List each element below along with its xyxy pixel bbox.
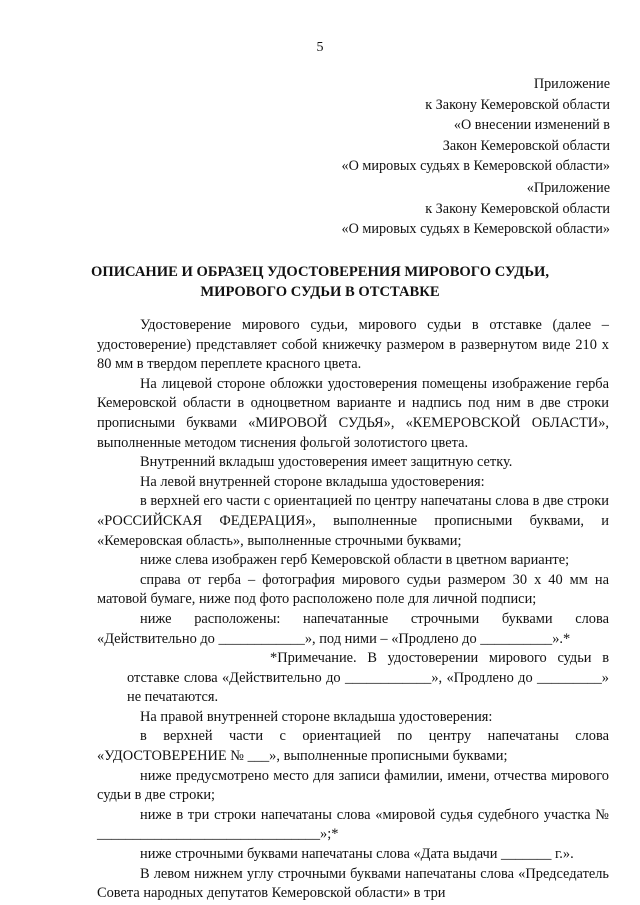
paragraph: ниже предусмотрено место для записи фамилии, имени, отчества мирового судьи в две строки; [97, 767, 609, 804]
paragraph: В левом нижнем углу строчными буквами напечатаны слова «Председатель Совета народных депутатов Кемеровской области» в три [97, 865, 609, 902]
paragraph: ниже слева изображен герб Кемеровской области в цветном варианте; [140, 552, 570, 569]
document-title [40, 262, 600, 302]
paragraph: ниже расположены: напечатанные строчными буквами слова «Действительно до ____________», под ними – «Продлено до __________».* [97, 610, 609, 647]
paragraph: справа от герба – фотография мирового судьи размером 30 х 40 мм на матовой бумаге, ниже под фото расположено поле для личной подписи; [97, 571, 609, 608]
paragraph: На правой внутренней стороне вкладыша удостоверения: [140, 708, 493, 725]
body-text [97, 316, 609, 904]
appendix-line: к Закону Кемеровской области [425, 200, 610, 217]
appendix-block-quoted [342, 178, 610, 240]
page-number: 5 [316, 40, 324, 55]
appendix-line: «Приложение [526, 180, 610, 196]
title-line: МИРОВОГО СУДЬИ В ОТСТАВКЕ [200, 284, 440, 300]
appendix-line: к Закону Кемеровской области [425, 96, 610, 113]
footnote: *Примечание. В удостоверении мирового судьи в отставке слова «Действительно до ____________», «Продлено до _________» не печатаются. [127, 650, 609, 706]
paragraph: На левой внутренней стороне вкладыша удостоверения: [140, 473, 485, 490]
paragraph: Внутренний вкладыш удостоверения имеет защитную сетку. [140, 454, 513, 471]
appendix-line: «О внесении изменений в [453, 117, 610, 134]
appendix-line: «О мировых судьях в Кемеровской области» [341, 158, 610, 175]
paragraph: ниже строчными буквами напечатаны слова «Дата выдачи _______ г.». [140, 846, 574, 863]
paragraph: Удостоверение мирового судьи, мирового судьи в отставке (далее – удостоверение) представляет собой книжечку размером в развернутом виде 210 х 80 мм в твердом переплете красного цвета. [97, 317, 609, 373]
title-line: ОПИСАНИЕ И ОБРАЗЕЦ УДОСТОВЕРЕНИЯ МИРОВОГО СУДЬИ, [91, 264, 549, 280]
appendix-line: Закон Кемеровской области [442, 137, 610, 154]
paragraph: На лицевой стороне обложки удостоверения помещены изображение герба Кемеровской области в одноцветном варианте и надпись под ним в две строки прописными буквами «МИРОВОЙ СУДЬЯ», «КЕМЕРОВСКОЙ ОБЛАСТИ», выполненные методом тиснения фольгой золотистого цвета. [97, 375, 609, 451]
paragraph: в верхней части с ориентацией по центру напечатаны слова «УДОСТОВЕРЕНИЕ № ___», выполненные прописными буквами; [97, 728, 609, 765]
appendix-block [342, 74, 610, 177]
paragraph: в верхней его части с ориентацией по центру напечатаны слова в две строки «РОССИЙСКАЯ ФЕДЕРАЦИЯ», выполненные прописными буквами, и «Кемеровская область», выполненные строчными буквами; [97, 493, 609, 549]
appendix-line: Приложение [533, 76, 610, 92]
appendix-line: «О мировых судьях в Кемеровской области» [341, 221, 610, 238]
paragraph: ниже в три строки напечатаны слова «мировой судья судебного участка № _______________________________»;* [97, 806, 609, 843]
